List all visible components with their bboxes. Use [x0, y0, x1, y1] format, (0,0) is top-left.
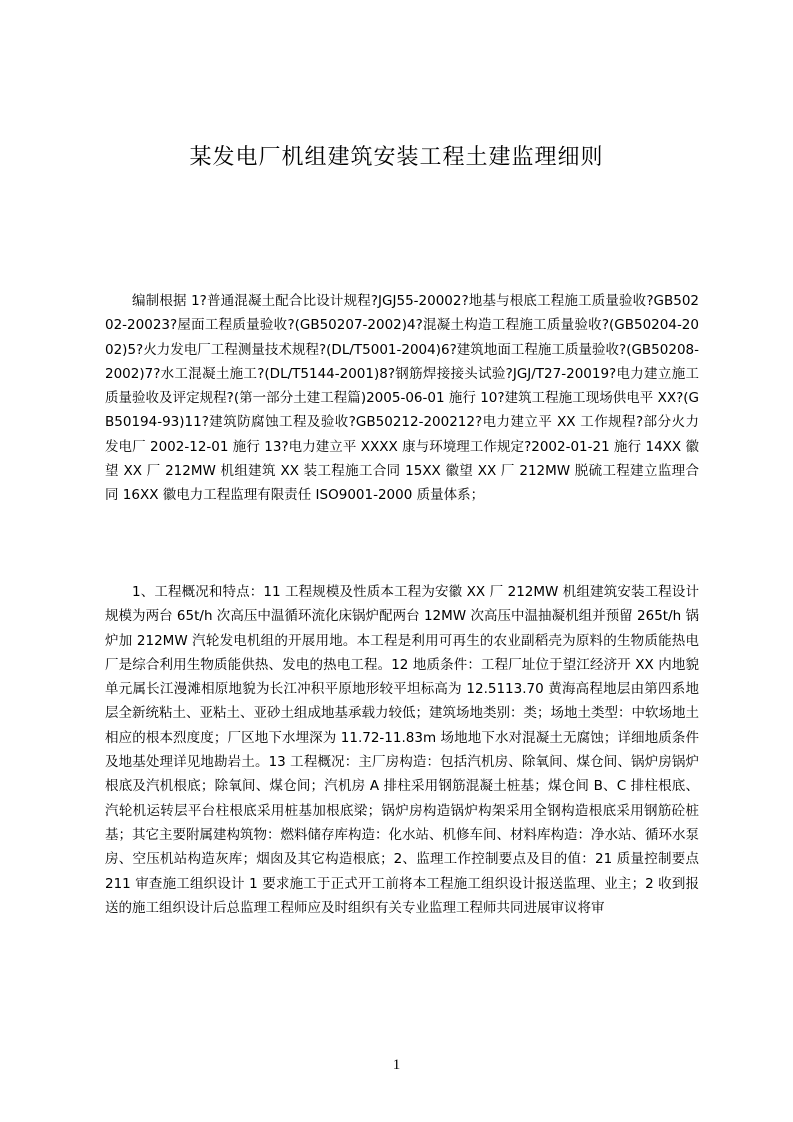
- paragraph-references: 编制根据 1?普通混凝土配合比设计规程?JGJ55-20002?地基与根底工程施工质量验收?GB50202-20023?屋面工程质量验收?(GB50207-2002)4?混凝土构造工程施工质量验收?(GB50204-2002)5?火力发电厂工程测量技术规程?(DL/T5001-2004)6?建筑地面工程施工质量验收?(GB50208-2002)7?水工混凝土施工?(DL/T5144-2001)8?钢筋焊接接头试验?JGJ/T27-20019?电力建立施工质量验收及评定规程?(第一部分土建工程篇)2005-06-01 施行 10?建筑工程施工现场供电平 XX?(GB50194-93)11?建筑防腐蚀工程及验收?GB50212-200212?电力建立平 XX 工作规程?部分火力发电厂 2002-12-01 施行 13?电力建立平 XXXX 康与环境理工作规定?2002-01-21 施行 14XX 徽望 XX 厂 212MW 机组建筑 XX 装工程施工合同 15XX 徽望 XX 厂 212MW 脱硫工程建立监理合同 16XX 徽电力工程监理有限责任 ISO9001-2000 质量体系；: [105, 293, 699, 504]
- document-title: 某发电厂机组建筑安装工程土建监理细则: [189, 145, 604, 170]
- paragraph-project-overview: 1、工程概况和特点：11 工程规模及性质本工程为安徽 XX 厂 212MW 机组建筑安装工程设计规模为两台 65t/h 次高压中温循环流化床锅炉配两台 12MW 次高压中温抽凝机组并预留 265t/h 锅炉加 212MW 汽轮发电机组的开展用地。本工程是利用可再生的农业副稻壳为原料的生物质能热电厂是综合利用生物质能供热、发电的热电工程。12 地质条件：工程厂址位于望江经济开 XX 内地貌单元属长江漫滩相原地貌为长江冲积平原地形较平坦标高为 12.5113.70 黄海高程地层由第四系地层全新统粘土、亚粘土、亚砂土组成地基承载力较低；建筑场地类别：类；场地土类型：中软场地土相应的根本烈度度；厂区地下水埋深为 11.72-11.83m 场地地下水对混凝土无腐蚀；详细地质条件及地基处理详见地勘岩土。13 工程概况：主厂房构造：包括汽机房、除氧间、煤仓间、锅炉房锅炉根底及汽机根底；除氧间、煤仓间；汽机房 A 排柱采用钢筋混凝土桩基；煤仓间 B、C 排柱根底、汽轮机运转层平台柱根底采用桩基加根底梁；锅炉房构造锅炉构架采用全钢构造根底采用钢筋砼桩基；其它主要附属建构筑物：燃料储存库构造：化水站、机修车间、材料库构造：净水站、循环水泵房、空压机站构造灰库；烟囱及其它构造根底；2、监理工作控制要点及目的值：21 质量控制要点 211 审查施工组织设计 1 要求施工于正式开工前将本工程施工组织设计报送监理、业主；2 收到报送的施工组织设计后总监理工程师应及时组织有关专业监理工程师共同进展审议将审: [105, 584, 700, 916]
- page-number: 1: [392, 1057, 401, 1073]
